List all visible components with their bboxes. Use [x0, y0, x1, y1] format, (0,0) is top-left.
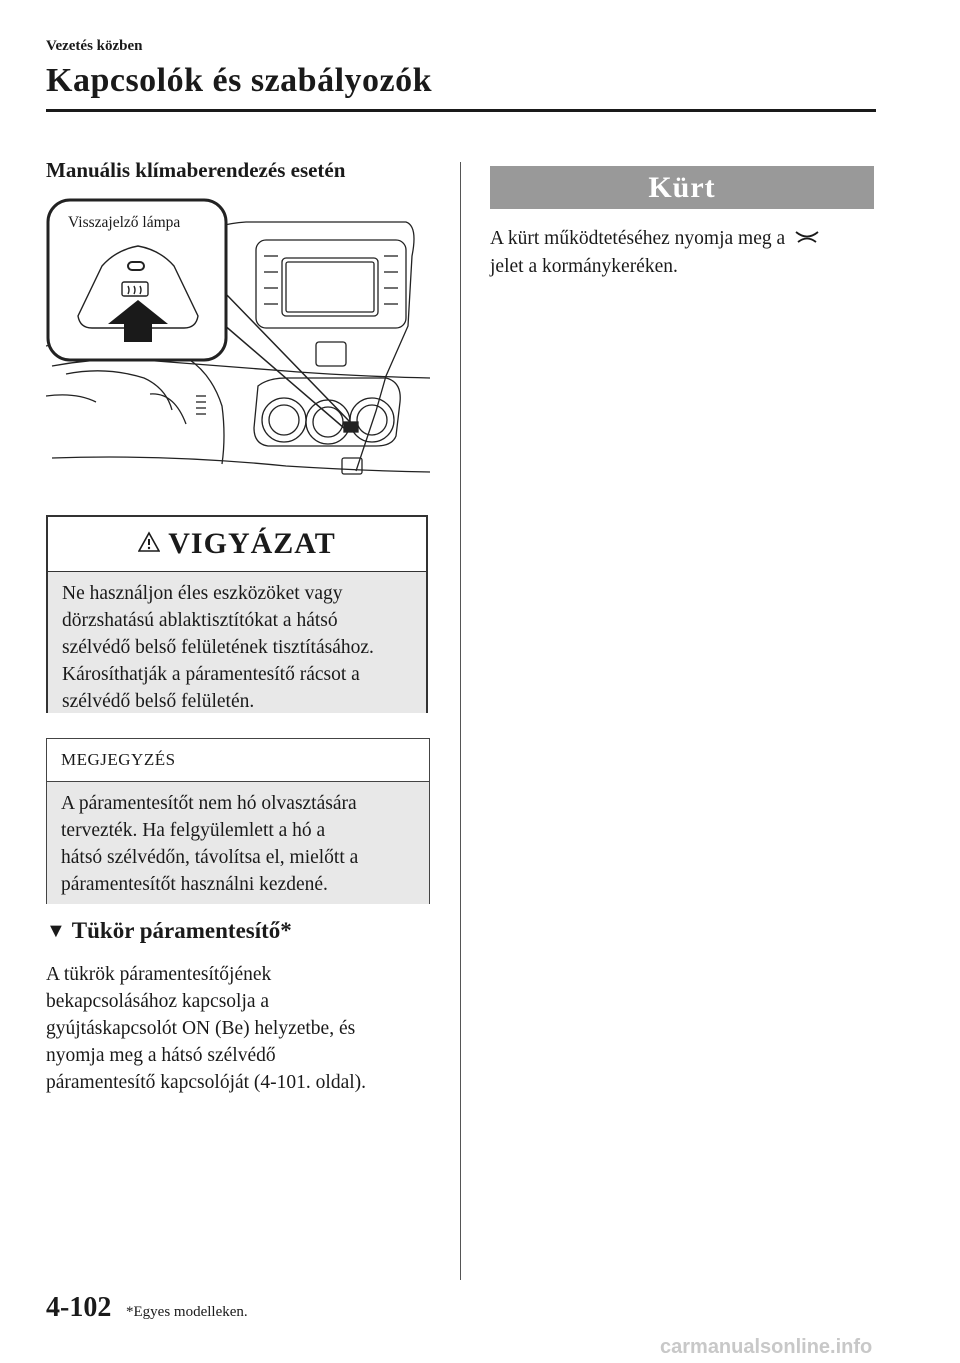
watermark: carmanualsonline.info: [660, 1336, 873, 1358]
dashboard-illustration: [46, 196, 432, 496]
mirror-line: gyújtáskapcsolót ON (Be) helyzetbe, és: [46, 1018, 356, 1039]
note-box: [46, 738, 430, 904]
illustration-callout-label: Visszajelző lámpa: [68, 214, 181, 231]
mirror-defroster-heading: [46, 918, 292, 944]
column-divider: [460, 162, 461, 1280]
mirror-defroster-text: [46, 961, 366, 1096]
horn-section-banner: [490, 166, 874, 209]
subheading-manual-climate: Manuális klímaberendezés esetén: [46, 158, 346, 182]
horn-icon: [794, 226, 820, 253]
caution-line: szélvédő belső felületén.: [62, 691, 255, 712]
caution-line: Károsíthatják a páramentesítő rácsot a: [62, 664, 360, 685]
note-title: MEGJEGYZÉS: [47, 739, 429, 782]
mirror-defroster-title: Tükör páramentesítő*: [71, 918, 292, 943]
caution-header: [48, 517, 426, 572]
note-line: tervezték. Ha felgyülemlett a hó a: [61, 820, 326, 841]
mirror-line: bekapcsolásához kapcsolja a: [46, 991, 270, 1012]
caution-line: dörzshatású ablaktisztítókat a hátsó: [62, 610, 338, 631]
mirror-line: A tükrök páramentesítőjének: [46, 964, 272, 985]
caution-title: VIGYÁZAT: [168, 527, 336, 560]
page-number: 4-102: [46, 1292, 112, 1323]
horn-instruction-text: [490, 225, 820, 280]
warning-triangle-icon: [138, 531, 160, 558]
caution-box: [46, 515, 428, 713]
horn-text-part: A kürt működtetéséhez nyomja meg a: [490, 228, 786, 249]
footnote: *Egyes modelleken.: [126, 1304, 248, 1320]
note-line: hátsó szélvédőn, távolítsa el, mielőtt a: [61, 847, 359, 868]
section-title: Kapcsolók és szabályozók: [46, 62, 433, 99]
horn-line: jelet a kormánykeréken.: [490, 256, 678, 278]
mirror-line: nyomja meg a hátsó szélvédő: [46, 1045, 276, 1066]
horn-line: [490, 225, 820, 253]
note-body: [47, 782, 429, 904]
caution-line: Ne használjon éles eszközöket vagy: [62, 583, 343, 604]
mirror-line: páramentesítő kapcsolóját (4-101. oldal).: [46, 1072, 367, 1093]
header-rule: [46, 109, 876, 112]
section-marker-icon: ▼: [46, 919, 66, 942]
caution-body: [48, 572, 426, 713]
note-line: páramentesítőt használni kezdené.: [61, 874, 328, 895]
chapter-label: Vezetés közben: [46, 38, 143, 54]
horn-section-title: Kürt: [648, 170, 716, 204]
note-line: A páramentesítőt nem hó olvasztására: [61, 793, 357, 814]
caution-line: szélvédő belső felületének tisztításához.: [62, 637, 374, 658]
